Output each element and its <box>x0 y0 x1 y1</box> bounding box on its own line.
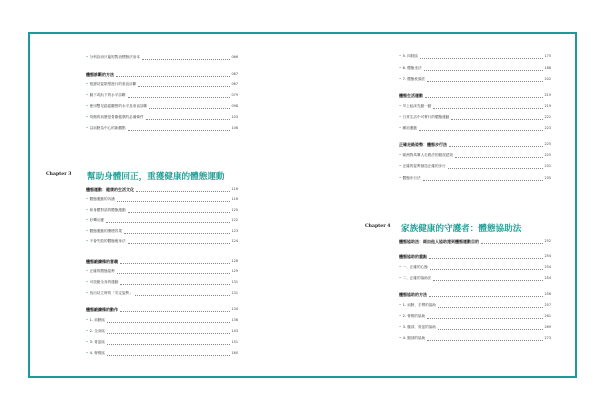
toc-entry-title: 體態協助法：經由他人協助達到體態運動目的 <box>399 239 479 244</box>
toc-page-number: 252 <box>544 239 551 244</box>
dot-leader <box>107 342 230 345</box>
dot-leader <box>135 293 230 296</box>
bullet-icon: • <box>86 218 89 223</box>
toc-entry[interactable] <box>86 104 238 110</box>
toc-entry[interactable] <box>399 276 551 282</box>
toc-page-number: 134 <box>231 307 238 312</box>
bullet-icon: • <box>86 115 89 120</box>
toc-entry-title: 早上起床先動一動 <box>402 104 432 109</box>
toc-entry-title: 3. 骨盆區 <box>89 340 105 345</box>
toc-page-number: 235 <box>544 176 551 181</box>
bullet-icon: • <box>399 176 402 181</box>
chapter-3-label: Chapter 3 <box>46 172 72 177</box>
bullet-icon: • <box>86 82 89 87</box>
dot-leader <box>425 95 543 98</box>
toc-page-number: 269 <box>544 325 551 330</box>
dot-leader <box>107 331 230 334</box>
toc-page-number: 116 <box>231 197 238 202</box>
toc-page-number: 273 <box>544 336 551 341</box>
toc-entry[interactable] <box>86 318 238 324</box>
dot-leader <box>124 231 230 234</box>
dot-leader <box>430 267 543 270</box>
toc-entry-title: 體態步行法 <box>402 176 421 181</box>
toc-page-number: 225 <box>544 153 551 158</box>
toc-entry-title: 體態診斷的方法 <box>86 72 114 77</box>
bullet-icon: • <box>86 208 89 213</box>
toc-entry[interactable] <box>86 280 238 286</box>
bullet-icon: • <box>86 104 89 109</box>
toc-entry[interactable] <box>399 164 551 170</box>
dot-leader <box>424 68 543 71</box>
dot-leader <box>451 117 542 120</box>
toc-entry-title: 5. 四肢區 <box>402 54 418 59</box>
bullet-icon: • <box>399 66 402 71</box>
toc-entry-title: 體態鍛鍊操的意義 <box>86 259 118 264</box>
toc-entry[interactable] <box>86 115 238 121</box>
toc-entry[interactable] <box>86 269 238 275</box>
toc-page-number: 231 <box>544 164 551 169</box>
bullet-icon: • <box>86 126 89 131</box>
toc-entry[interactable] <box>399 66 551 72</box>
bullet-icon: • <box>399 126 402 131</box>
dot-leader <box>455 155 543 158</box>
chapter-4-label: Chapter 4 <box>365 224 391 229</box>
toc-page-number: 225 <box>544 142 551 147</box>
toc-page-number: 254 <box>544 276 551 281</box>
toc-entry[interactable] <box>399 303 551 309</box>
toc-entry-title: 體態協助的方法 <box>399 292 427 297</box>
toc-section-heading[interactable] <box>399 254 551 260</box>
toc-page-number: 124 <box>231 239 238 244</box>
toc-entry[interactable] <box>399 126 551 132</box>
toc-page-number: 254 <box>544 254 551 259</box>
toc-entry-title: 根據站姿類型進行的垂直診斷 <box>89 82 137 87</box>
toc-entry[interactable] <box>86 291 238 297</box>
toc-entry[interactable] <box>399 314 551 320</box>
dot-leader <box>481 241 543 244</box>
dot-leader <box>136 189 230 192</box>
toc-page-number: 202 <box>544 77 551 82</box>
toc-entry-title: 分科診治只能短暫治標無法治本 <box>89 55 140 60</box>
bullet-icon: • <box>86 229 89 234</box>
bullet-icon: • <box>399 336 402 341</box>
toc-page-number: 106 <box>231 126 238 131</box>
toc-page-number: 122 <box>231 218 238 223</box>
dot-leader <box>438 327 543 330</box>
bullet-icon: • <box>399 153 402 158</box>
toc-entry[interactable] <box>399 77 551 83</box>
toc-page-number: 257 <box>544 303 551 308</box>
toc-entry[interactable] <box>399 104 551 110</box>
dot-leader <box>120 261 230 264</box>
toc-entry-title: 使用雙足踏姿觀察的水平及垂直診斷 <box>89 104 148 109</box>
toc-entry-title: 2. 全身區 <box>89 329 105 334</box>
bullet-icon: • <box>86 351 89 356</box>
dot-leader <box>142 57 230 60</box>
toc-page-number: 120 <box>231 208 238 213</box>
toc-entry[interactable] <box>86 93 238 99</box>
toc-entry-title: 正確的姿勢創造正確的步行 <box>402 164 446 169</box>
toc-page-number: 067 <box>231 72 238 77</box>
toc-entry-title: 睡前運動 <box>402 126 417 131</box>
toc-entry[interactable] <box>399 336 551 342</box>
bullet-icon: • <box>399 115 402 120</box>
toc-entry-title: 7. 體態枕頭法 <box>402 77 426 82</box>
toc-section-heading[interactable] <box>86 307 238 313</box>
toc-entry-title: 1. 肩膀、手臂的協助 <box>402 303 436 308</box>
toc-page-number: 066 <box>231 55 238 60</box>
toc-entry[interactable] <box>399 265 551 271</box>
toc-page-number: 103 <box>231 115 238 120</box>
toc-section-heading[interactable] <box>86 259 238 265</box>
dot-leader <box>149 106 229 109</box>
bullet-icon: • <box>399 104 402 109</box>
toc-entry-title: 找出站立時的「安定姿勢」 <box>89 291 133 296</box>
toc-page-number: 067 <box>231 82 238 87</box>
toc-entry-title: 體態生活運動 <box>399 93 423 98</box>
dot-leader <box>427 316 542 319</box>
bullet-icon: • <box>399 77 402 82</box>
dot-leader <box>433 106 542 109</box>
toc-entry[interactable] <box>399 153 551 159</box>
toc-entry-title: 體態協助的重點 <box>399 254 427 259</box>
toc-entry[interactable] <box>86 329 238 335</box>
toc-page-number: 136 <box>231 318 238 323</box>
bullet-icon: • <box>399 265 402 270</box>
dot-leader <box>146 117 230 120</box>
dot-leader <box>120 309 230 312</box>
toc-page-number: 254 <box>544 265 551 270</box>
toc-page-number: 128 <box>231 259 238 264</box>
bullet-icon: • <box>399 325 402 330</box>
toc-entry-title: 6. 體態坐法 <box>402 66 422 71</box>
dot-leader <box>117 271 230 274</box>
dot-leader <box>120 282 229 285</box>
dot-leader <box>419 128 543 131</box>
toc-entry[interactable] <box>86 229 238 235</box>
toc-entry-title: 正確走路姿勢：體態步行法 <box>399 142 447 147</box>
toc-page-number: 219 <box>544 104 551 109</box>
toc-entry[interactable] <box>399 325 551 331</box>
toc-entry-title: 不會失敗的體態瘦身法 <box>89 239 126 244</box>
toc-page-number: 129 <box>231 269 238 274</box>
toc-page-number: 131 <box>231 280 238 285</box>
toc-entry-title: 1. 肩膀區 <box>89 318 105 323</box>
bullet-icon: • <box>399 303 402 308</box>
toc-page-number: 116 <box>231 187 238 192</box>
dot-leader <box>423 178 543 181</box>
toc-entry-title: 體態鍛鍊操的動作 <box>86 307 118 312</box>
dot-leader <box>427 338 542 341</box>
dot-leader <box>107 320 230 323</box>
toc-entry-title: 4. 腿部的協助 <box>402 336 426 341</box>
toc-page-number: 079 <box>231 93 238 98</box>
dot-leader <box>117 199 230 202</box>
toc-entry[interactable] <box>399 176 551 182</box>
bullet-icon: • <box>86 291 89 296</box>
dot-leader <box>449 144 543 147</box>
toc-entry[interactable] <box>86 218 238 224</box>
toc-section-heading[interactable] <box>399 142 551 148</box>
toc-entry-title: 2. 脊椎的協助 <box>402 314 426 319</box>
toc-entry[interactable] <box>86 55 238 61</box>
bullet-icon: • <box>86 239 89 244</box>
toc-page-number: 261 <box>544 314 551 319</box>
dot-leader <box>106 220 230 223</box>
bullet-icon: • <box>399 54 402 59</box>
toc-entry-title: 可放鬆全身的運動 <box>89 280 119 285</box>
dot-leader <box>107 353 230 356</box>
toc-section-heading[interactable] <box>86 72 238 78</box>
bullet-icon: • <box>399 276 402 281</box>
toc-section-heading[interactable] <box>86 187 238 193</box>
dot-leader <box>128 95 230 98</box>
toc-page-number: 256 <box>544 292 551 297</box>
toc-page-number: 098 <box>231 104 238 109</box>
dot-leader <box>429 294 543 297</box>
bullet-icon: • <box>86 280 89 285</box>
toc-section-heading[interactable] <box>399 239 551 245</box>
bullet-icon: • <box>86 55 89 60</box>
dot-leader <box>128 128 230 131</box>
toc-page-number: 175 <box>544 54 551 59</box>
toc-page-number: 223 <box>544 126 551 131</box>
chapter-4-title: 家族健康的守護者：體態協助法 <box>401 224 522 234</box>
dot-leader <box>448 166 543 169</box>
toc-entry-title: 二、正確的協助法 <box>402 276 432 281</box>
toc-entry[interactable] <box>86 197 238 203</box>
toc-entry-title: 好轉反應 <box>89 218 104 223</box>
toc-entry[interactable] <box>86 126 238 132</box>
bullet-icon: • <box>86 197 89 202</box>
toc-entry-title: 正確的體態姿勢 <box>89 269 115 274</box>
toc-entry-title: 體態運動：健康的生活文化 <box>86 187 134 192</box>
toc-entry-title: 一、正確的心態 <box>402 265 428 270</box>
dot-leader <box>433 278 542 281</box>
toc-section-heading[interactable] <box>399 292 551 298</box>
bullet-icon: • <box>86 329 89 334</box>
toc-page-number: 186 <box>544 66 551 71</box>
toc-entry[interactable] <box>399 115 551 121</box>
toc-entry[interactable] <box>86 239 238 245</box>
dot-leader <box>427 79 542 82</box>
chapter-3-title: 幫助身體回正，重獲健康的體態運動 <box>87 172 225 182</box>
bullet-icon: • <box>399 164 402 169</box>
toc-entry-title: 3. 腰部、骨盆的協助 <box>402 325 436 330</box>
toc-page-number: 151 <box>231 340 238 345</box>
bullet-icon: • <box>86 318 89 323</box>
toc-entry[interactable] <box>86 340 238 346</box>
toc-entry-title: 均衡的肩膀是骨骼健康的必備條件 <box>89 115 144 120</box>
dot-leader <box>420 56 543 59</box>
toc-entry[interactable] <box>86 208 238 214</box>
dot-leader <box>138 84 229 87</box>
bullet-icon: • <box>86 93 89 98</box>
toc-entry[interactable] <box>86 82 238 88</box>
toc-page-number: 219 <box>544 93 551 98</box>
dot-leader <box>128 210 230 213</box>
toc-page-number: 123 <box>231 229 238 234</box>
toc-entry-title: 躺下或趴下的水平診斷 <box>89 93 126 98</box>
toc-page-number: 222 <box>544 115 551 120</box>
bullet-icon: • <box>399 314 402 319</box>
toc-entry-title: 歐洲對馬賽人走路法的錯誤認知 <box>402 153 453 158</box>
toc-entry-title: 和身體對話的體態運動 <box>89 208 126 213</box>
dot-leader <box>116 74 230 77</box>
bullet-icon: • <box>86 269 89 274</box>
dot-leader <box>429 256 543 259</box>
toc-page-number: 143 <box>231 329 238 334</box>
toc-entry[interactable] <box>86 351 238 357</box>
toc-entry-title: 日常生活中可實行的體態運動 <box>402 115 450 120</box>
bullet-icon: • <box>86 340 89 345</box>
toc-page-number: 160 <box>231 351 238 356</box>
toc-page-number: 131 <box>231 291 238 296</box>
toc-entry-title: 以肩膀為中心的新觀點 <box>89 126 126 131</box>
dot-leader <box>128 241 230 244</box>
toc-entry-title: 體態運動的療癒效果 <box>89 229 122 234</box>
toc-section-heading[interactable] <box>399 93 551 99</box>
toc-entry-title: 4. 脊椎區 <box>89 351 105 356</box>
toc-entry[interactable] <box>399 54 551 60</box>
dot-leader <box>438 305 543 308</box>
toc-entry-title: 體態運動的內涵 <box>89 197 115 202</box>
